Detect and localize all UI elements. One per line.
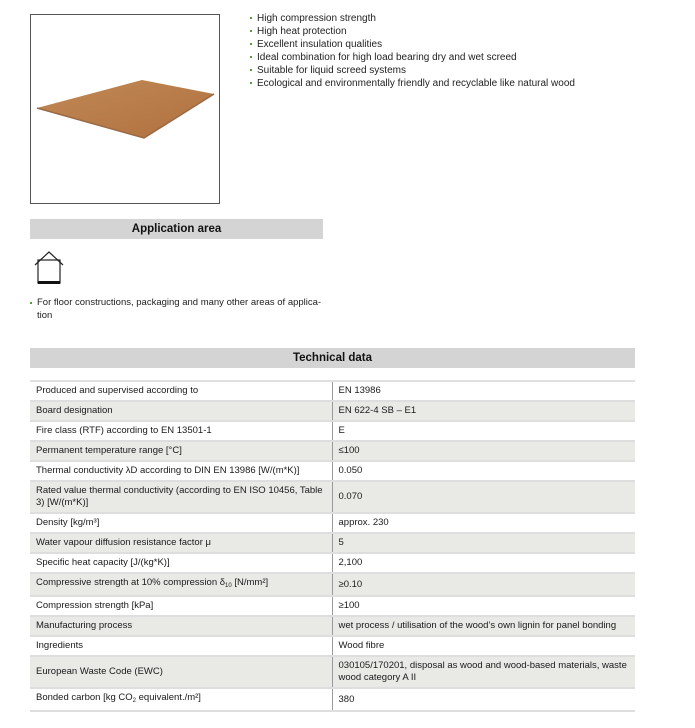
row-label bbox=[30, 573, 332, 596]
row-value: ≥0.10 bbox=[332, 573, 635, 596]
row-label: Rated value thermal conductivity (according to EN ISO 10456, Table 3) [W/(m*K)] bbox=[30, 481, 332, 513]
row-value: wet process / utilisation of the wood’s own lignin for panel bonding bbox=[332, 616, 635, 636]
row-label: European Waste Code (EWC) bbox=[30, 656, 332, 688]
row-value: 030105/170201, disposal as wood and wood-based materials, waste wood category A II bbox=[332, 656, 635, 688]
house-icon bbox=[34, 251, 66, 285]
bullet-icon bbox=[250, 69, 252, 71]
row-label: Compression strength [kPa] bbox=[30, 596, 332, 616]
row-label: Density [kg/m³] bbox=[30, 513, 332, 533]
label-text: Compressive strength at 10% compression δ bbox=[36, 577, 226, 588]
row-value: E bbox=[332, 421, 635, 441]
row-label bbox=[30, 688, 332, 711]
feature-item: High compression strength bbox=[250, 12, 575, 25]
table-row bbox=[30, 513, 635, 533]
row-value: 380 bbox=[332, 688, 635, 711]
table-row bbox=[30, 688, 635, 711]
bullet-icon bbox=[250, 56, 252, 58]
row-value: 2,100 bbox=[332, 553, 635, 573]
table-row bbox=[30, 381, 635, 401]
feature-item: Excellent insulation qualities bbox=[250, 38, 575, 51]
row-value: EN 622-4 SB – E1 bbox=[332, 401, 635, 421]
application-area-heading: Application area bbox=[30, 219, 323, 239]
row-value: approx. 230 bbox=[332, 513, 635, 533]
label-text: [N/mm²] bbox=[231, 577, 269, 588]
row-label: Permanent temperature range [°C] bbox=[30, 441, 332, 461]
application-text: For floor constructions, packaging and many other areas of applica-tion bbox=[30, 296, 330, 322]
wood-fibre-board-image bbox=[31, 15, 219, 203]
table-row bbox=[30, 401, 635, 421]
product-image bbox=[30, 14, 220, 204]
feature-item: Ecological and environmentally friendly and recyclable like natural wood bbox=[250, 77, 575, 90]
row-value: EN 13986 bbox=[332, 381, 635, 401]
table-row bbox=[30, 636, 635, 656]
row-value: 0.070 bbox=[332, 481, 635, 513]
feature-item: Suitable for liquid screed systems bbox=[250, 64, 575, 77]
row-label: Manufacturing process bbox=[30, 616, 332, 636]
row-label: Produced and supervised according to bbox=[30, 381, 332, 401]
row-value: Wood fibre bbox=[332, 636, 635, 656]
row-label: Water vapour diffusion resistance factor μ bbox=[30, 533, 332, 553]
row-value: 0.050 bbox=[332, 461, 635, 481]
row-value: 5 bbox=[332, 533, 635, 553]
table-row bbox=[30, 573, 635, 596]
bullet-icon bbox=[30, 302, 32, 304]
technical-data-table bbox=[30, 380, 635, 712]
row-value: ≥100 bbox=[332, 596, 635, 616]
table-row bbox=[30, 533, 635, 553]
row-label: Board designation bbox=[30, 401, 332, 421]
row-label: Thermal conductivity λD according to DIN EN 13986 [W/(m*K)] bbox=[30, 461, 332, 481]
feature-item: Ideal combination for high load bearing dry and wet screed bbox=[250, 51, 575, 64]
table-row bbox=[30, 461, 635, 481]
label-text: Bonded carbon [kg CO bbox=[36, 692, 133, 703]
row-value: ≤100 bbox=[332, 441, 635, 461]
bullet-icon bbox=[250, 82, 252, 84]
bullet-icon bbox=[250, 43, 252, 45]
row-label: Fire class (RTF) according to EN 13501-1 bbox=[30, 421, 332, 441]
technical-data-heading: Technical data bbox=[30, 348, 635, 368]
label-text: equivalent./m²] bbox=[136, 692, 201, 703]
label-subscript: 2 bbox=[132, 698, 136, 704]
table-row bbox=[30, 441, 635, 461]
table-row bbox=[30, 616, 635, 636]
feature-list bbox=[250, 12, 575, 90]
feature-item: High heat protection bbox=[250, 25, 575, 38]
row-label: Specific heat capacity [J/(kg*K)] bbox=[30, 553, 332, 573]
table-row bbox=[30, 481, 635, 513]
bullet-icon bbox=[250, 30, 252, 32]
bullet-icon bbox=[250, 17, 252, 19]
table-row bbox=[30, 656, 635, 688]
table-row bbox=[30, 421, 635, 441]
table-row bbox=[30, 596, 635, 616]
label-subscript: 10 bbox=[225, 583, 232, 589]
row-label: Ingredients bbox=[30, 636, 332, 656]
table-row bbox=[30, 553, 635, 573]
